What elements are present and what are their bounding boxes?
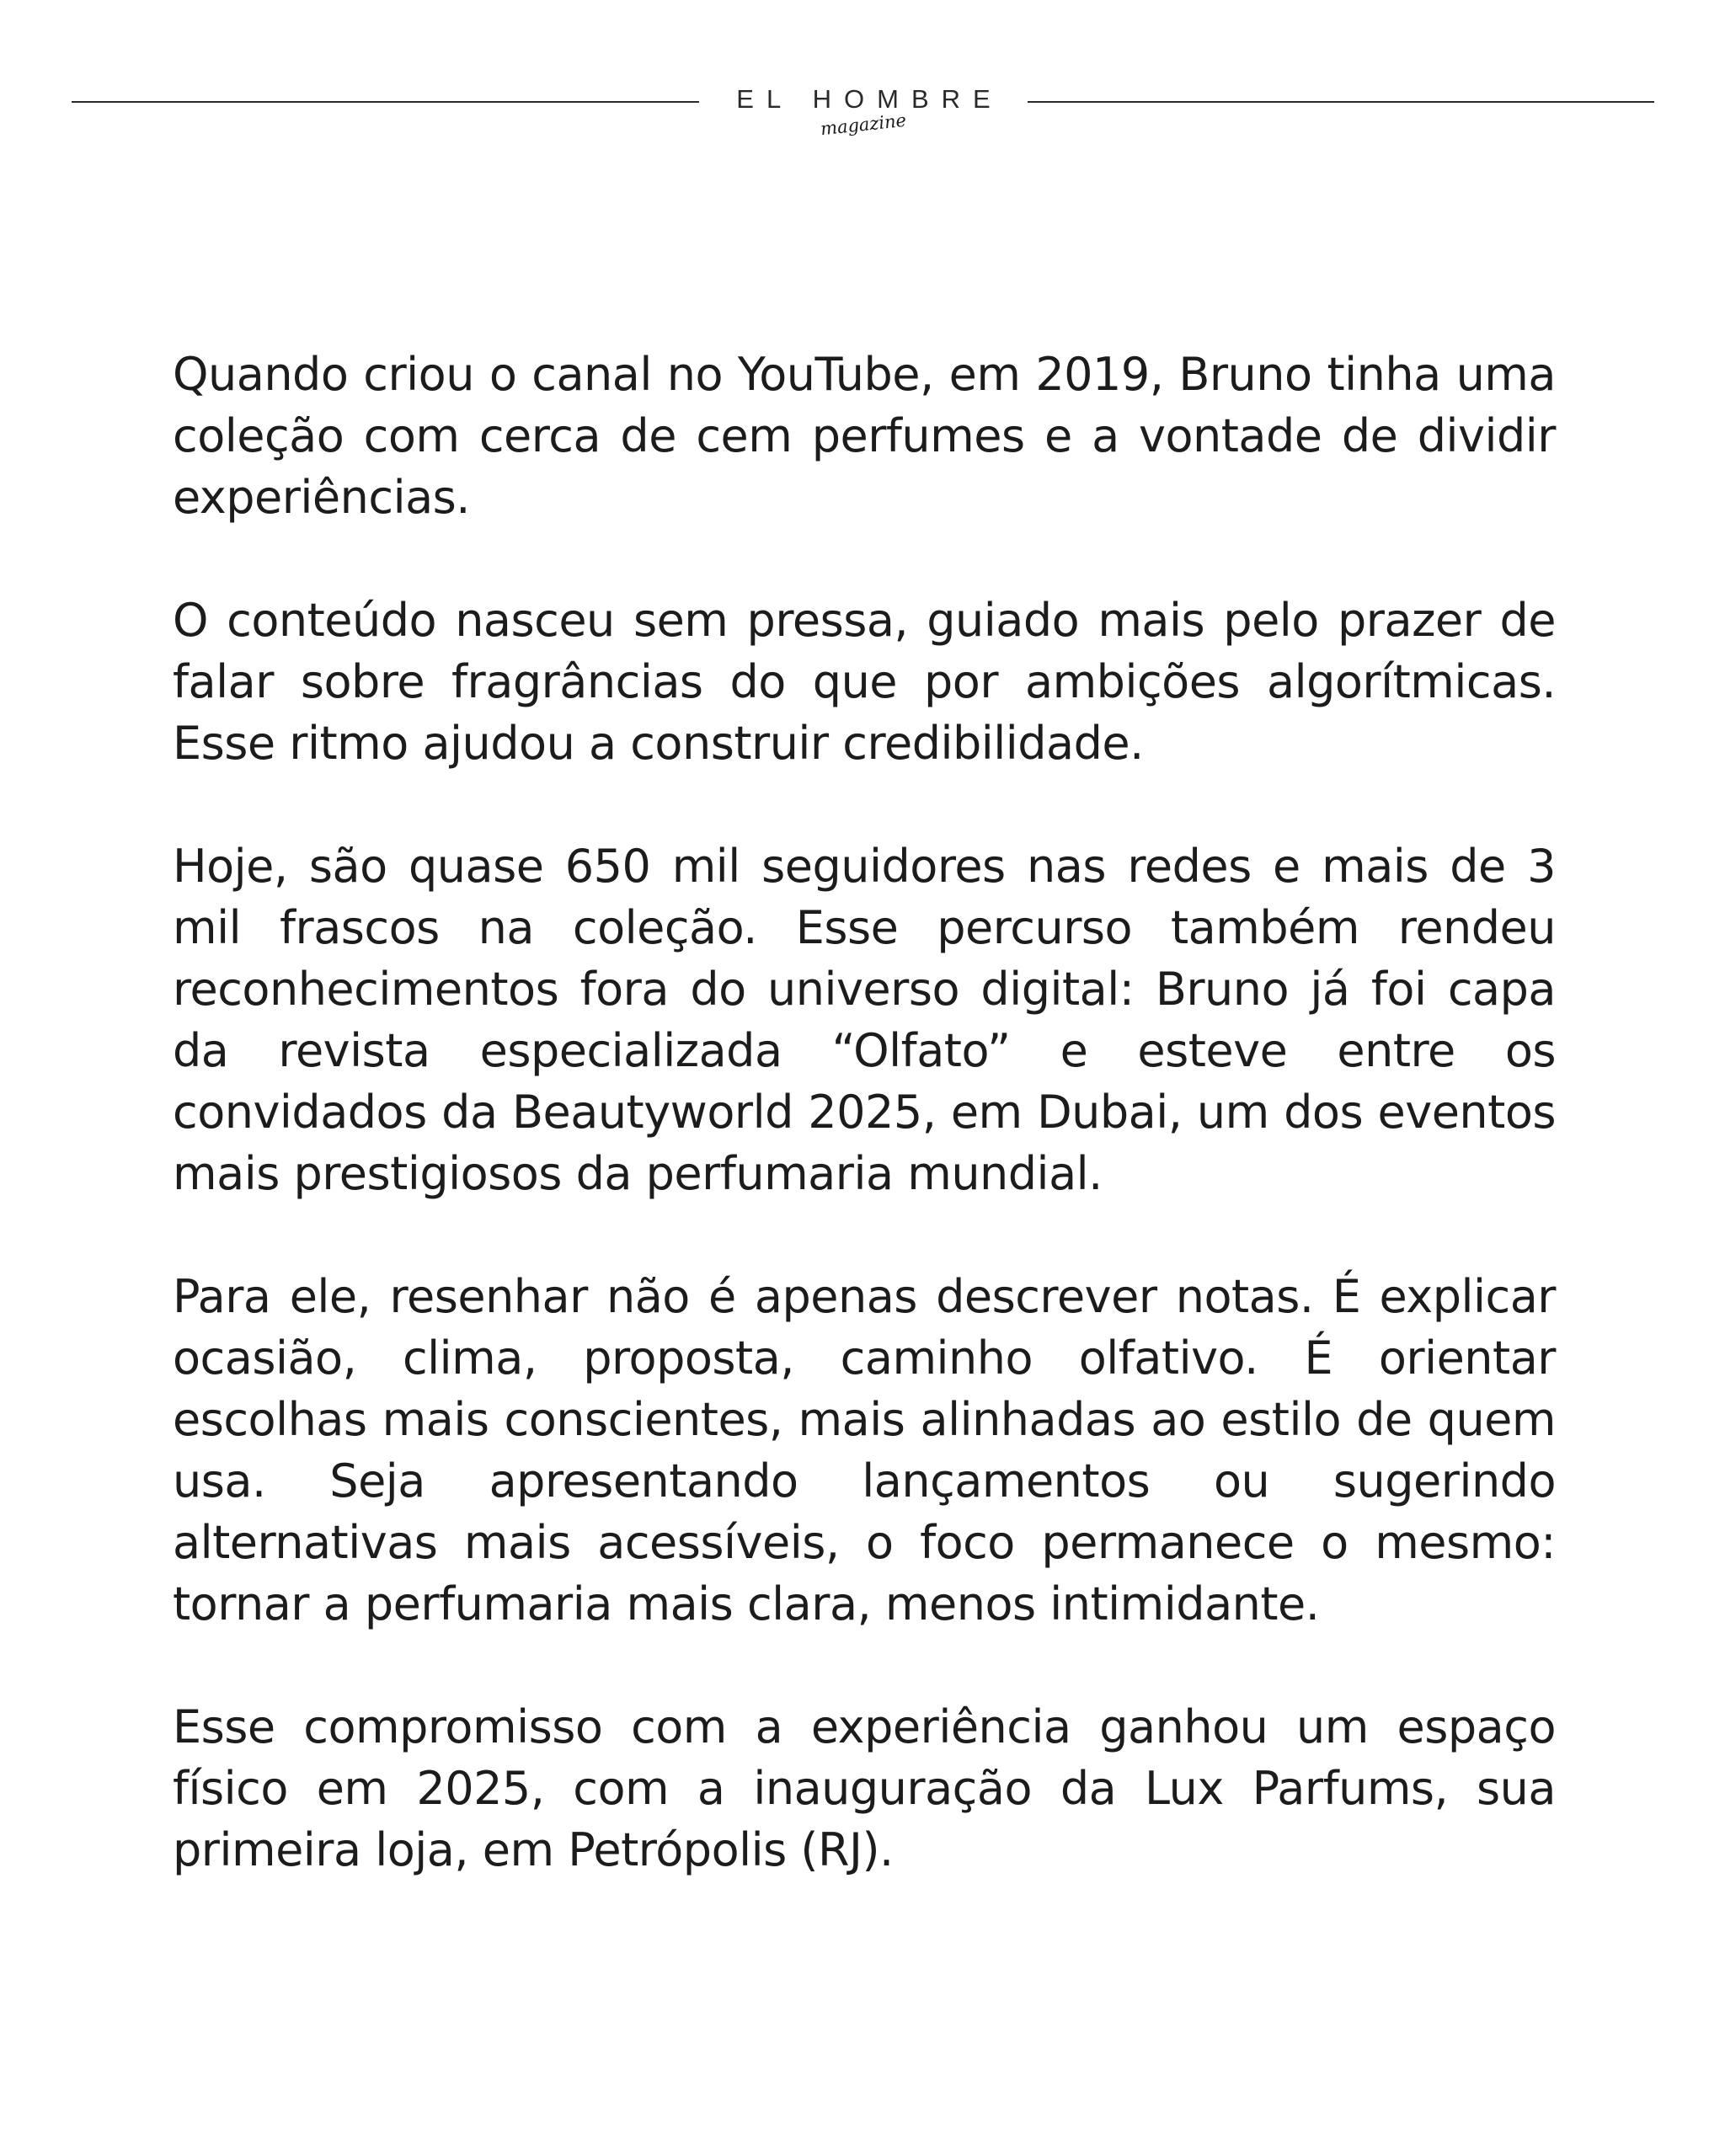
paragraph-1: Quando criou o canal no YouTube, em 2019, Bruno tinha uma coleção com cerca de cem perfumes e a vontade de dividir experiências. <box>173 348 1556 524</box>
paragraph-3: Hoje, são quase 650 mil seguidores nas redes e mais de 3 mil frascos na coleção. Esse percurso também rendeu reconhecimentos fora do universo digital: Bruno já foi capa da revista especializada “Olfato” e esteve entre os convidados da Beautyworld 2025, em Dubai, um dos eventos mais prestigiosos da perfumaria mundial. <box>173 840 1556 1200</box>
brand-subtitle: magazine <box>819 109 908 140</box>
article-body <box>173 344 1556 1942</box>
masthead <box>0 0 1725 168</box>
paragraph-4: Para ele, resenhar não é apenas descrever notas. É explicar ocasião, clima, proposta, caminho olfativo. É orientar escolhas mais conscientes, mais alinhadas ao estilo de quem usa. Seja apresentando lançamentos ou sugerindo alternativas mais acessíveis, o foco permanece o mesmo: tornar a perfumaria mais clara, menos intimidante. <box>173 1270 1556 1630</box>
paragraph-5: Esse compromisso com a experiência ganhou um espaço físico em 2025, com a inauguração da Lux Parfums, sua primeira loja, em Petrópolis (RJ). <box>173 1700 1556 1876</box>
header-rule-left <box>72 101 699 103</box>
paragraph-2: O conteúdo nasceu sem pressa, guiado mais pelo prazer de falar sobre fragrâncias do que por ambições algorítmicas. Esse ritmo ajudou a construir credibilidade. <box>173 594 1556 770</box>
header-rule-right <box>1028 101 1654 103</box>
brand-name: EL HOMBRE <box>736 84 1003 114</box>
